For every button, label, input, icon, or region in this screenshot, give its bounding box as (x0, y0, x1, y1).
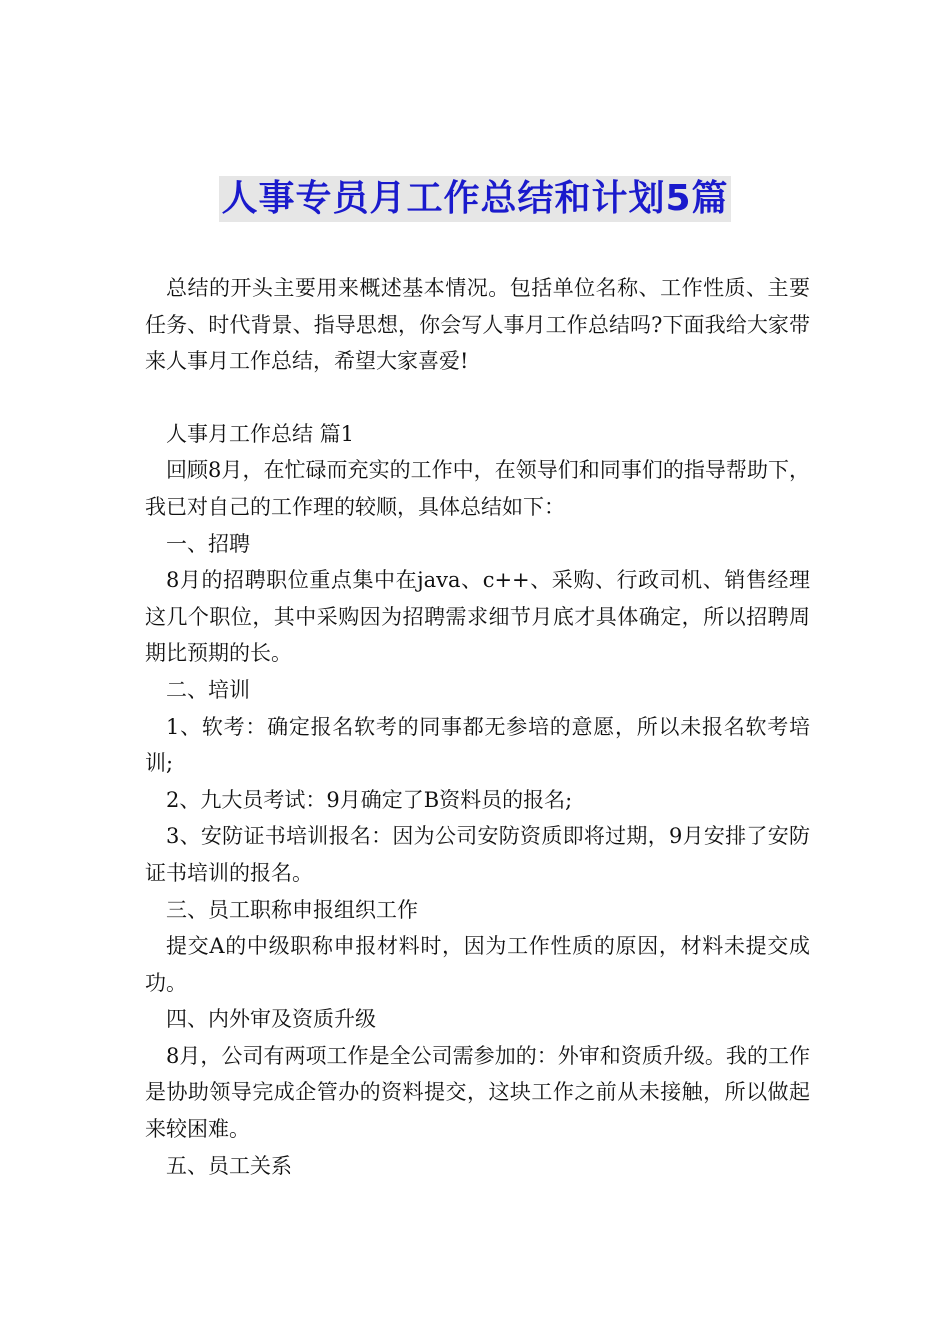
paragraph-training-1: 1、软考：确定报名软考的同事都无参培的意愿，所以未报名软考培训; (145, 714, 810, 776)
paragraph-review: 回顾8月，在忙碌而充实的工作中，在领导们和同事们的指导帮助下，我已对自己的工作理的较顺，具体总结如下： (145, 458, 810, 519)
paragraph-audit: 8月，公司有两项工作是全公司需参加的：外审和资质升级。我的工作是协助领导完成企管办的资料提交，这块工作之前从未接触，所以做起来较困难。 (145, 1043, 810, 1142)
paragraph-title-application: 提交A的中级职称申报材料时，因为工作性质的原因，材料未提交成功。 (145, 934, 810, 995)
paragraph-training-2: 2、九大员考试：9月确定了B资料员的报名; (166, 787, 573, 812)
section-heading: 人事月工作总结 篇1 (166, 421, 355, 446)
intro-paragraph: 总结的开头主要用来概述基本情况。包括单位名称、工作性质、主要任务、时代背景、指导思想，你会写人事月工作总结吗?下面我给大家带来人事月工作总结，希望大家喜爱! (145, 276, 810, 374)
heading-recruitment: 一、招聘 (166, 531, 250, 556)
heading-title-application: 三、员工职称申报组织工作 (166, 897, 418, 922)
paragraph-gap (145, 380, 810, 416)
heading-training: 二、培训 (166, 677, 250, 702)
heading-audit: 四、内外审及资质升级 (166, 1007, 376, 1032)
heading-employee-relations: 五、员工关系 (166, 1153, 292, 1178)
paragraph-recruitment: 8月的招聘职位重点集中在java、c++、采购、行政司机、销售经理这几个职位，其中采购因为招聘需求细节月底才具体确定，所以招聘周期比预期的长。 (145, 568, 810, 666)
document-body (145, 270, 810, 1184)
document-title: 人事专员月工作总结和计划5篇 (219, 176, 730, 222)
title-container (0, 176, 950, 222)
paragraph-training-3: 3、安防证书培训报名：因为公司安防资质即将过期，9月安排了安防证书培训的报名。 (145, 824, 810, 885)
